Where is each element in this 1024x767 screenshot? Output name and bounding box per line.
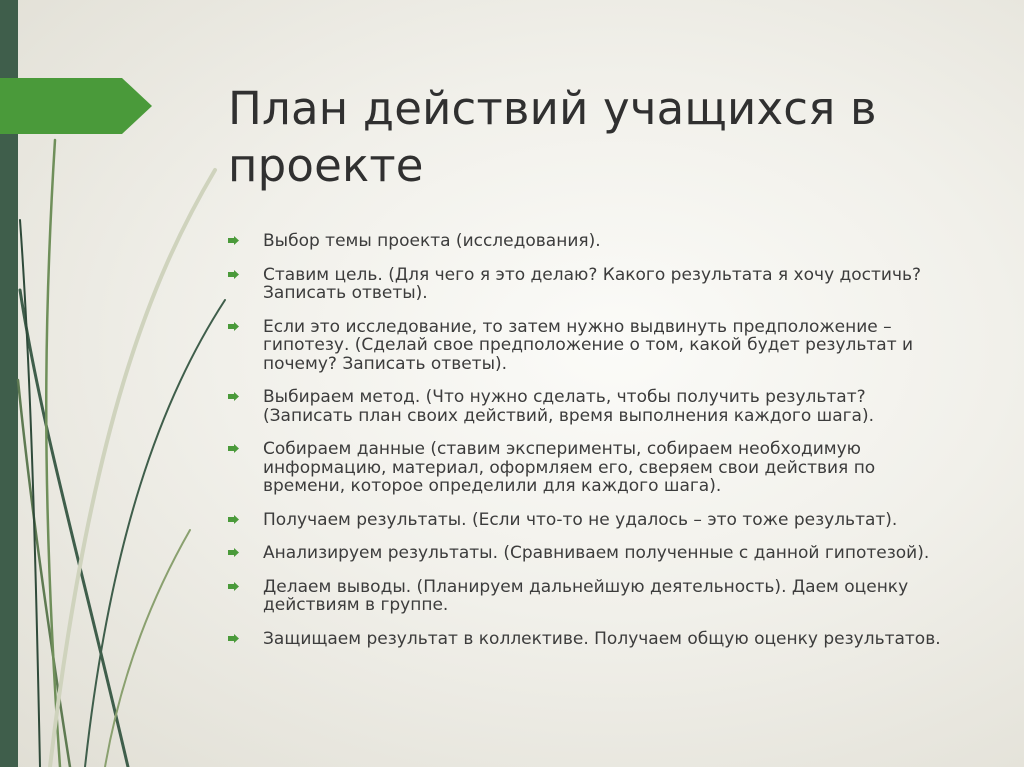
- bullet-item: [228, 388, 948, 425]
- bullet-item: [228, 511, 948, 530]
- bullet-list: [228, 232, 948, 663]
- arrow-right-icon: [228, 515, 239, 524]
- bullet-text: Если это исследование, то затем нужно выдвинуть предположение – гипотезу. (Сделай свое предположение о том, какой будет результат и почему? Записать ответы).: [263, 316, 914, 374]
- title-arrow-tab: [0, 78, 152, 134]
- bullet-item: [228, 630, 948, 649]
- arrow-right-icon: [228, 548, 239, 557]
- bullet-text: Собираем данные (ставим эксперименты, собираем необходимую информацию, материал, оформляем его, сверяем свои действия по времени, которое определили для каждого шага).: [263, 439, 876, 496]
- bullet-text: Защищаем результат в коллективе. Получаем общую оценку результатов.: [263, 628, 941, 649]
- bullet-text: Получаем результаты. (Если что-то не удалось – это тоже результат).: [263, 509, 898, 530]
- arrow-right-icon: [228, 444, 239, 453]
- arrow-right-icon: [228, 392, 239, 401]
- bullet-item: [228, 544, 948, 563]
- bullet-text: Ставим цель. (Для чего я это делаю? Какого результата я хочу достичь? Записать ответы).: [263, 264, 922, 303]
- bullet-item: [228, 318, 948, 374]
- arrow-right-icon: [228, 270, 239, 279]
- bullet-item: [228, 232, 948, 251]
- arrow-right-icon: [228, 236, 239, 245]
- bullet-item: [228, 266, 948, 303]
- bullet-item: [228, 440, 948, 496]
- slide-title: План действий учащихся в проекте: [228, 82, 877, 192]
- bullet-item: [228, 578, 948, 615]
- bullet-text: Делаем выводы. (Планируем дальнейшую деятельность). Даем оценку действиям в группе.: [263, 576, 909, 615]
- bullet-text: Анализируем результаты. (Сравниваем полученные с данной гипотезой).: [263, 543, 930, 563]
- bullet-text: Выбираем метод. (Что нужно сделать, чтобы получить результат? (Записать план своих действий, время выполнения каждого шага).: [263, 387, 874, 426]
- bullet-text: Выбор темы проекта (исследования).: [263, 231, 601, 251]
- arrow-right-icon: [228, 582, 239, 591]
- arrow-right-icon: [228, 634, 239, 643]
- arrow-right-icon: [228, 322, 239, 331]
